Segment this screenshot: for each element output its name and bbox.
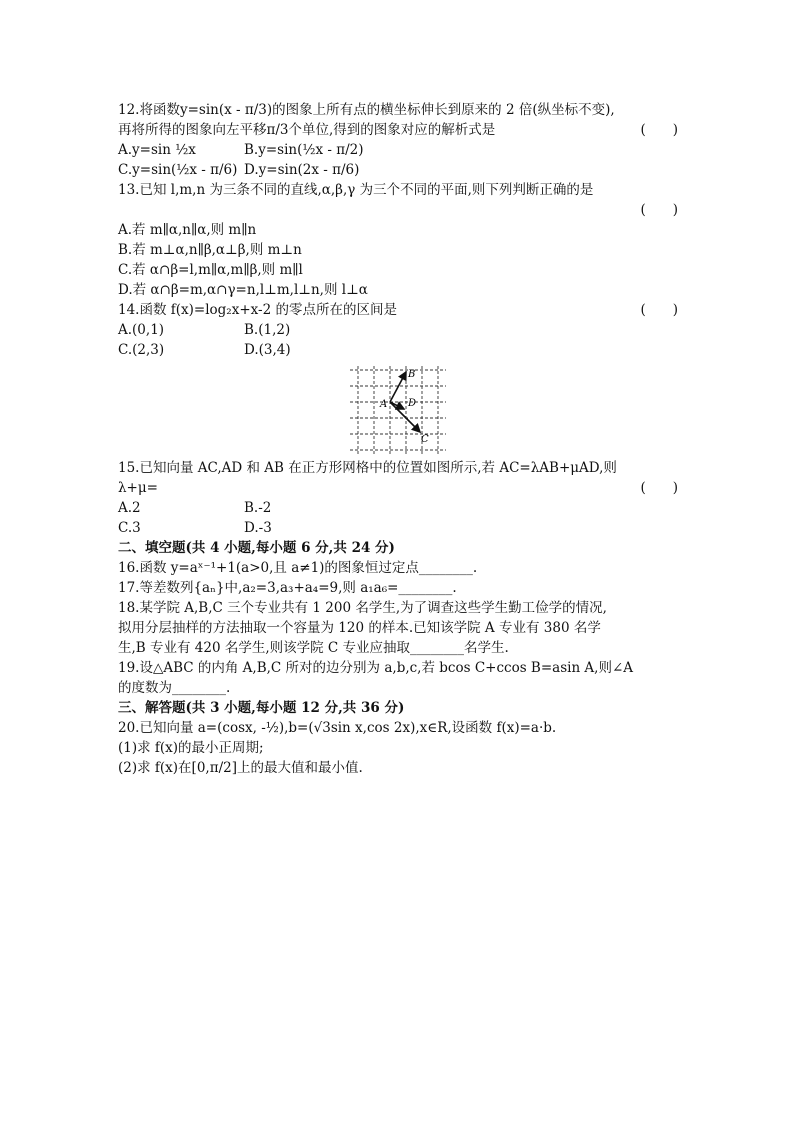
label-c: C bbox=[421, 434, 429, 445]
q14-answer-bracket: ( ) bbox=[640, 302, 678, 318]
q12-line1: 12.将函数y=sin(x - π/3)的图象上所有点的横坐标伸长到原来的 2 倍(纵坐标不变), bbox=[118, 102, 615, 118]
q17: 17.等差数列{aₙ}中,a₂=3,a₃+a₄=9,则 a₁a₆=________. bbox=[118, 580, 457, 596]
q12-option-d: D.y=sin(2x - π/6) bbox=[244, 162, 360, 178]
q13-line1: 13.已知 l,m,n 为三条不同的直线,α,β,γ 为三个不同的平面,则下列判断正确的是 bbox=[118, 182, 594, 198]
q15-line1: 15.已知向量 AC,AD 和 AB 在正方形网格中的位置如图所示,若 AC=λAB+μAD,则 bbox=[118, 460, 617, 476]
q15-option-b: B.-2 bbox=[244, 500, 272, 516]
q20-sub1: (1)求 f(x)的最小正周期; bbox=[118, 740, 264, 756]
q14-options-row1 bbox=[118, 320, 678, 340]
q12-option-b: B.y=sin(½x - π/2) bbox=[244, 142, 364, 158]
q18-line2: 拟用分层抽样的方法抽取一个容量为 120 的样本.已知该学院 A 专业有 380 名学 bbox=[118, 620, 601, 636]
q14-option-c: C.(2,3) bbox=[118, 342, 165, 358]
label-b: B bbox=[408, 369, 416, 380]
q14-option-a: A.(0,1) bbox=[118, 322, 165, 338]
q15-answer-bracket: ( ) bbox=[640, 480, 678, 496]
q12-option-c: C.y=sin(½x - π/6) bbox=[118, 162, 238, 178]
q19-line2: 的度数为________. bbox=[118, 680, 231, 696]
q13-option-a: A.若 m∥α,n∥α,则 m∥n bbox=[118, 222, 257, 238]
q15-line2 bbox=[118, 478, 678, 498]
q15-options-row1 bbox=[118, 498, 678, 518]
q20-line1: 20.已知向量 a=(cosx, -½),b=(√3sin x,cos 2x),x∈R,设函数 f(x)=a·b. bbox=[118, 720, 557, 736]
q13-bracket-line bbox=[118, 200, 678, 220]
q18-line1: 18.某学院 A,B,C 三个专业共有 1 200 名学生,为了调查这些学生勤工俭学的情况, bbox=[118, 600, 607, 616]
q15-option-a: A.2 bbox=[118, 500, 141, 516]
q14-option-b: B.(1,2) bbox=[244, 322, 291, 338]
q14-options-row2 bbox=[118, 340, 678, 360]
q16: 16.函数 y=aˣ⁻¹+1(a>0,且 a≠1)的图象恒过定点________. bbox=[118, 560, 478, 576]
q12-option-a: A.y=sin ½x bbox=[118, 142, 196, 158]
q13-answer-bracket: ( ) bbox=[640, 202, 678, 218]
q14-option-d: D.(3,4) bbox=[244, 342, 291, 358]
section-3-heading: 三、解答题(共 3 小题,每小题 12 分,共 36 分) bbox=[118, 700, 405, 716]
q12-line2 bbox=[118, 120, 678, 140]
q12-line2-text: 再将所得的图象向左平移π/3个单位,得到的图象对应的解析式是 bbox=[118, 122, 496, 138]
q12-options-row1 bbox=[118, 140, 678, 160]
exam-page bbox=[118, 100, 678, 778]
label-d: D bbox=[408, 398, 417, 409]
q15-option-d: D.-3 bbox=[244, 520, 272, 536]
section-2-heading: 二、填空题(共 4 小题,每小题 6 分,共 24 分) bbox=[118, 540, 395, 556]
q15-options-row2 bbox=[118, 518, 678, 538]
q14-line1 bbox=[118, 300, 678, 320]
vector-grid-figure-wrap bbox=[118, 364, 678, 456]
q12-answer-bracket: ( ) bbox=[640, 122, 678, 138]
q19-line1: 19.设△ABC 的内角 A,B,C 所对的边分别为 a,b,c,若 bcos C+ccos B=asin A,则∠A bbox=[118, 660, 634, 676]
q12-options-row2 bbox=[118, 160, 678, 180]
q15-line2-text: λ+μ= bbox=[118, 480, 158, 496]
q13-option-d: D.若 α∩β=m,α∩γ=n,l⊥m,l⊥n,则 l⊥α bbox=[118, 282, 368, 298]
q15-option-c: C.3 bbox=[118, 520, 141, 536]
q20-sub2: (2)求 f(x)在[0,π/2]上的最大值和最小值. bbox=[118, 760, 363, 776]
q14-line1-text: 14.函数 f(x)=log₂x+x-2 的零点所在的区间是 bbox=[118, 302, 397, 318]
q18-line3: 生,B 专业有 420 名学生,则该学院 C 专业应抽取________名学生. bbox=[118, 640, 509, 656]
q13-option-b: B.若 m⊥α,n∥β,α⊥β,则 m⊥n bbox=[118, 242, 302, 258]
vector-ab bbox=[390, 372, 406, 402]
vector-grid-figure bbox=[348, 364, 448, 456]
label-a: A bbox=[380, 399, 388, 410]
q13-option-c: C.若 α∩β=l,m∥α,m∥β,则 m∥l bbox=[118, 262, 303, 278]
